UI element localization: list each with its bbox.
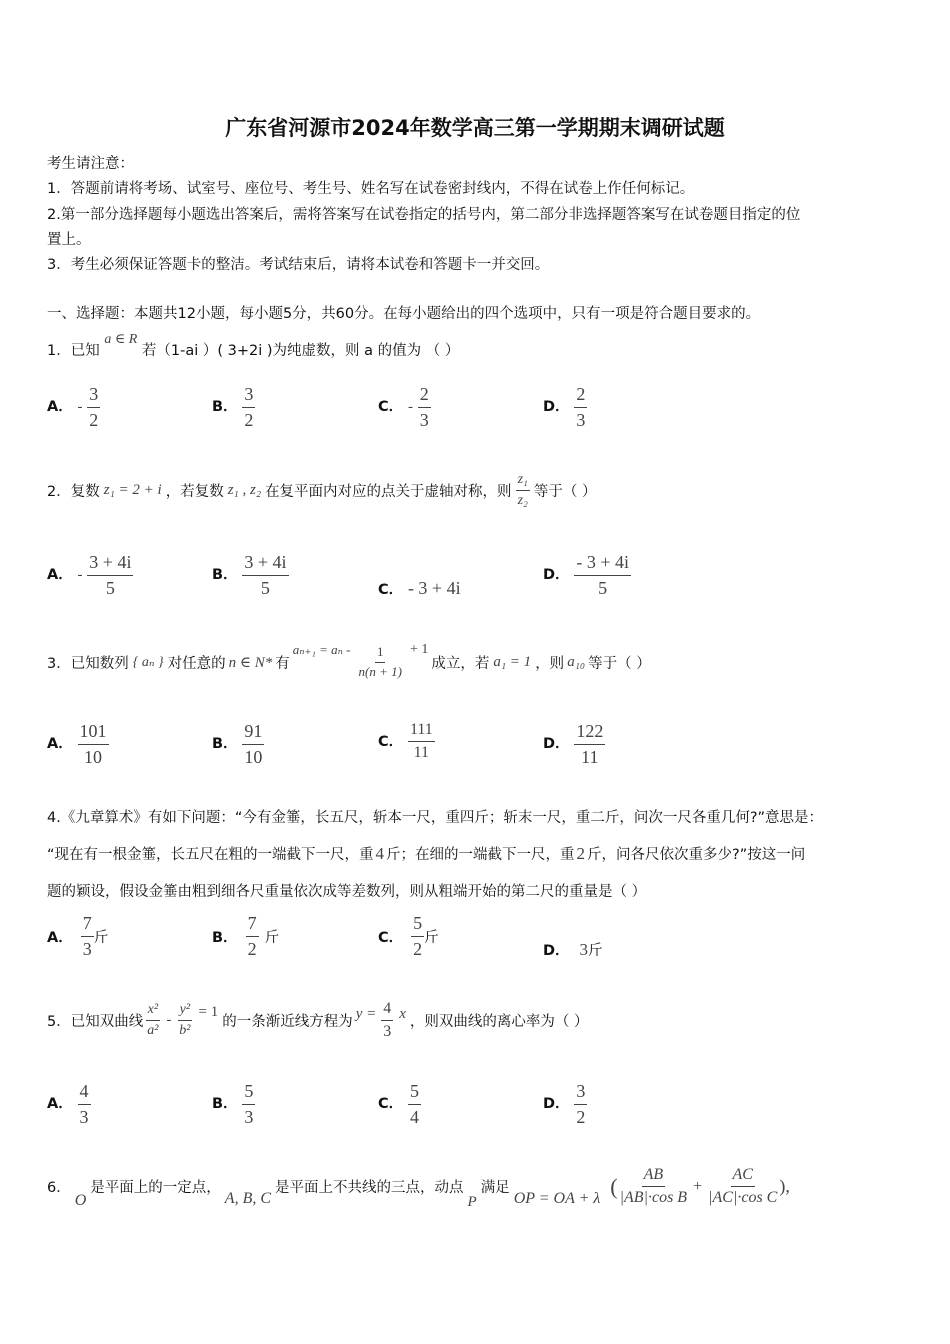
denominator: 3 <box>79 1106 89 1127</box>
option-fraction <box>411 913 424 959</box>
q6-point-p: P <box>467 1194 477 1211</box>
q2-mid: ，若复数 <box>165 484 224 501</box>
denominator: 3 <box>576 409 586 430</box>
q3-mid: 对任意的 <box>167 655 226 672</box>
q5-end: ，则双曲线的离心率为（ ） <box>409 1014 589 1031</box>
denominator: b² <box>179 1023 191 1039</box>
numerator: - 3 + 4i <box>574 552 631 576</box>
option-fraction <box>87 552 133 598</box>
q2-option-a[interactable] <box>47 552 133 598</box>
numerator: 2 <box>418 384 431 408</box>
q3-option-d[interactable] <box>543 721 605 767</box>
q5-option-a[interactable] <box>47 1081 91 1127</box>
option-fraction <box>574 1081 587 1127</box>
notice-item-2: 2.第一部分选择题每小题选出答案后，需将答案写在试卷指定的括号内，第二部分非选择题答案写在试卷题目指定的位 <box>47 207 801 223</box>
option-label: D． <box>543 1096 570 1113</box>
numerator: 7 <box>81 913 94 937</box>
option-fraction <box>242 552 288 598</box>
q2-pre: 2．复数 <box>47 484 100 501</box>
denominator: 11 <box>581 746 599 767</box>
numerator: 91 <box>242 721 264 745</box>
numerator: 101 <box>78 721 109 745</box>
option-fraction <box>574 552 631 598</box>
denominator: 2 <box>244 409 254 430</box>
notice-item-1: 1．答题前请将考场、试室号、座位号、考生号、姓名写在试卷密封线内，不得在试卷上作任何标记。 <box>47 181 695 197</box>
numerator: 111 <box>408 721 435 742</box>
q2-z1: z₁ = 2 + i <box>103 482 162 499</box>
q4-option-c[interactable] <box>378 913 439 959</box>
option-fraction <box>246 913 259 959</box>
q6-text-1: 是平面上的一定点， <box>90 1180 221 1197</box>
q3-n-set: n ∈ N* <box>228 654 273 671</box>
option-fraction <box>78 1081 91 1127</box>
q1-condition: a ∈ R <box>104 332 138 347</box>
numerator: x² <box>146 1002 160 1021</box>
unit-label: 斤 <box>424 929 439 946</box>
q3-then: ，则 <box>535 655 565 672</box>
q3-end: 等于（ ） <box>588 655 651 672</box>
option-fraction <box>408 1081 421 1127</box>
numerator: 4 <box>78 1081 91 1105</box>
denominator: 5 <box>260 577 270 598</box>
q6-plus: + <box>693 1177 703 1195</box>
q5-y-fraction <box>177 1002 192 1039</box>
q3-sequence: { aₙ } <box>132 654 164 670</box>
option-label: A． <box>47 399 73 416</box>
denominator: 2 <box>576 1106 586 1127</box>
page-title: 广东省河源市2024年数学高三第一学期期末调研试题 <box>225 116 725 140</box>
q4-line-1: 4.《九章算术》有如下问题：“今有金箠，长五尺，斩本一尺，重四斤；斩末一尺，重二斤，问次一尺各重几何?”意思是： <box>47 810 824 826</box>
q1-text: 若（1-ai ）( 3+2i )为纯虚数，则 a 的值为 （ ） <box>141 343 460 359</box>
numerator: 5 <box>408 1081 421 1105</box>
denominator: 10 <box>84 746 103 767</box>
numerator: 1 <box>375 645 386 663</box>
q3-option-a[interactable] <box>47 721 109 767</box>
option-fraction <box>81 913 94 959</box>
denominator: a² <box>147 1023 159 1039</box>
option-label: B． <box>212 1096 238 1113</box>
denominator: |AB|·cos B <box>619 1189 688 1207</box>
numerator: 3 + 4i <box>242 552 288 576</box>
q5-pre: 5．已知双曲线 <box>47 1014 144 1031</box>
q4-option-a[interactable] <box>47 913 108 959</box>
denominator: n(n + 1) <box>358 663 402 679</box>
q1-option-d[interactable] <box>543 384 587 430</box>
q4-option-d[interactable] <box>543 939 603 960</box>
q3-option-c[interactable] <box>378 721 435 763</box>
option-label: B． <box>212 929 238 946</box>
q1-pre: 1．已知 <box>47 343 100 359</box>
q3-recurrence-fraction <box>357 645 404 680</box>
q6-fraction-ab <box>618 1166 689 1208</box>
q4-weight-4: 4 <box>375 844 385 863</box>
numerator: 2 <box>574 384 587 408</box>
option-label: D． <box>543 399 570 416</box>
option-label: C． <box>378 582 404 598</box>
q5-option-d[interactable] <box>543 1081 587 1127</box>
q5-minus: - <box>166 1012 172 1029</box>
denominator: |AC|·cos C <box>708 1189 778 1207</box>
option-fraction <box>242 1081 255 1127</box>
option-label: D． <box>543 736 570 753</box>
q4-weight-2: 2 <box>576 844 586 863</box>
q4-line-3: 题的颖设，假设金箠由粗到细各尺重量依次成等差数列，则从粗端开始的第二尺的重量是（ ） <box>47 884 647 900</box>
q5-option-c[interactable] <box>378 1081 421 1127</box>
denominator: 5 <box>105 577 115 598</box>
denominator: 4 <box>409 1106 419 1127</box>
option-label: C． <box>378 399 404 416</box>
option-value: 3 <box>579 939 589 959</box>
q1-option-a[interactable] <box>47 384 100 430</box>
numerator: 122 <box>574 721 605 745</box>
q1-stem <box>47 332 460 360</box>
q5-x-fraction <box>145 1002 160 1039</box>
numerator: 3 <box>242 384 255 408</box>
q2-end: 等于（ ） <box>533 484 597 501</box>
denominator: 2 <box>247 938 257 959</box>
q2-ratio <box>516 472 530 509</box>
numerator: 3 <box>574 1081 587 1105</box>
option-value: - 3 + 4i <box>407 578 461 598</box>
option-fraction <box>78 721 109 767</box>
numerator: 5 <box>411 913 424 937</box>
numerator: z₁ <box>516 472 530 491</box>
q5-y-equals: y = <box>355 1006 377 1023</box>
denominator: 3 <box>383 1023 392 1041</box>
option-label: D． <box>543 567 570 584</box>
numerator: AB <box>642 1166 666 1187</box>
numerator: AC <box>731 1166 755 1187</box>
denominator: 3 <box>244 1106 254 1127</box>
q4-line-2 <box>47 843 805 864</box>
denominator: 2 <box>413 938 423 959</box>
option-label: A． <box>47 929 73 946</box>
option-label: D． <box>543 943 570 959</box>
q2-stem <box>47 472 597 509</box>
q4-line-2-part-2: 斤；在细的一端截下一尺，重 <box>386 847 575 863</box>
option-fraction <box>418 384 431 430</box>
denominator: 11 <box>413 744 430 762</box>
denominator: 5 <box>598 577 608 598</box>
option-sign: - <box>77 399 83 416</box>
q6-equation: OP = OA + λ <box>513 1189 601 1207</box>
q4-line-2-part-3: 斤，问各尺依次重多少?”按这一问 <box>587 847 806 863</box>
q2-option-c[interactable] <box>378 578 461 599</box>
unit-label: 斤 <box>264 929 280 946</box>
q3-recurrence-right: + 1 <box>409 642 429 658</box>
option-label: B． <box>212 399 238 416</box>
option-sign: - <box>407 399 413 416</box>
numerator: 3 + 4i <box>87 552 133 576</box>
q6-points-abc: A, B, C <box>224 1189 272 1207</box>
numerator: 5 <box>242 1081 255 1105</box>
q2-option-d[interactable] <box>543 552 631 598</box>
q2-z1-z2: z₁ , z₂ <box>227 482 262 499</box>
q4-line-2-part-1: “现在有一根金箠，长五尺在粗的一端截下一尺，重 <box>47 847 374 863</box>
q3-have: 有 <box>275 655 290 672</box>
denominator: 10 <box>244 746 263 767</box>
q5-x: x <box>399 1006 406 1023</box>
unit-label: 斤 <box>93 929 109 946</box>
q3-a1: a₁ = 1 <box>493 653 532 670</box>
denominator: 3 <box>419 409 429 430</box>
unit-label: 斤 <box>588 943 603 959</box>
option-fraction <box>242 384 255 430</box>
q1-option-c[interactable] <box>378 384 431 430</box>
q5-stem <box>47 1000 589 1042</box>
q4-option-b[interactable] <box>212 913 279 959</box>
notice-item-3: 3．考生必须保证答题卡的整洁。考试结束后，请将本试卷和答题卡一并交回。 <box>47 257 550 273</box>
q6-fraction-ac <box>706 1166 779 1208</box>
option-fraction <box>574 721 605 767</box>
q6-point-o: O <box>74 1191 87 1209</box>
q5-equals-one: = 1 <box>198 1004 219 1021</box>
option-label: C． <box>378 929 404 946</box>
option-fraction <box>242 721 264 767</box>
option-label: A． <box>47 567 73 584</box>
q2-option-b[interactable] <box>212 552 289 598</box>
q6-pre: 6． <box>47 1180 71 1197</box>
numerator: 4 <box>381 1000 393 1021</box>
option-sign: - <box>77 567 83 584</box>
q6-text-3: 满足 <box>480 1180 510 1197</box>
numerator: 7 <box>246 913 259 937</box>
q3-recurrence-left: aₙ₊₁ = aₙ - <box>292 642 351 658</box>
q5-slope <box>381 1000 393 1042</box>
q6-close: ), <box>779 1176 790 1197</box>
option-fraction <box>87 384 100 430</box>
q5-mid: 的一条渐近线方程为 <box>222 1014 353 1031</box>
q3-option-b[interactable] <box>212 721 264 767</box>
q2-post: 在复平面内对应的点关于虚轴对称，则 <box>265 484 512 501</box>
option-fraction <box>408 721 435 763</box>
denominator: 3 <box>82 938 92 959</box>
option-label: C． <box>378 1096 404 1113</box>
q3-pre: 3．已知数列 <box>47 655 129 672</box>
notice-heading: 考生请注意： <box>47 156 134 172</box>
option-label: C． <box>378 733 404 750</box>
option-label: A． <box>47 736 73 753</box>
option-label: B． <box>212 736 238 753</box>
q1-option-b[interactable] <box>212 384 255 430</box>
q3-post: 成立，若 <box>431 655 490 672</box>
notice-item-2-cont: 置上。 <box>47 232 91 248</box>
numerator: y² <box>178 1002 192 1021</box>
denominator: 2 <box>89 409 99 430</box>
q3-stem <box>47 642 651 680</box>
option-fraction <box>574 384 587 430</box>
q5-option-b[interactable] <box>212 1081 255 1127</box>
q6-text-2: 是平面上不共线的三点，动点 <box>275 1180 464 1197</box>
option-label: B． <box>212 567 238 584</box>
q3-a10: a₁₀ <box>567 653 586 670</box>
q6-stem: 6． O 是平面上的一定点， A, B, C 是平面上不共线的三点，动点 P 满足 OP = OA + λ ( $\frac{AB}{\text{|AB|·cos B}}$ + $\frac{AC}{\text{|AC|·cos C}}$ ), <box>47 1166 790 1211</box>
section-heading: 一、选择题：本题共12小题，每小题5分，共60分。在每小题给出的四个选项中，只有一项是符合题目要求的。 <box>47 306 761 322</box>
numerator: 3 <box>87 384 100 408</box>
denominator: z₂ <box>517 493 528 509</box>
option-label: A． <box>47 1096 73 1113</box>
